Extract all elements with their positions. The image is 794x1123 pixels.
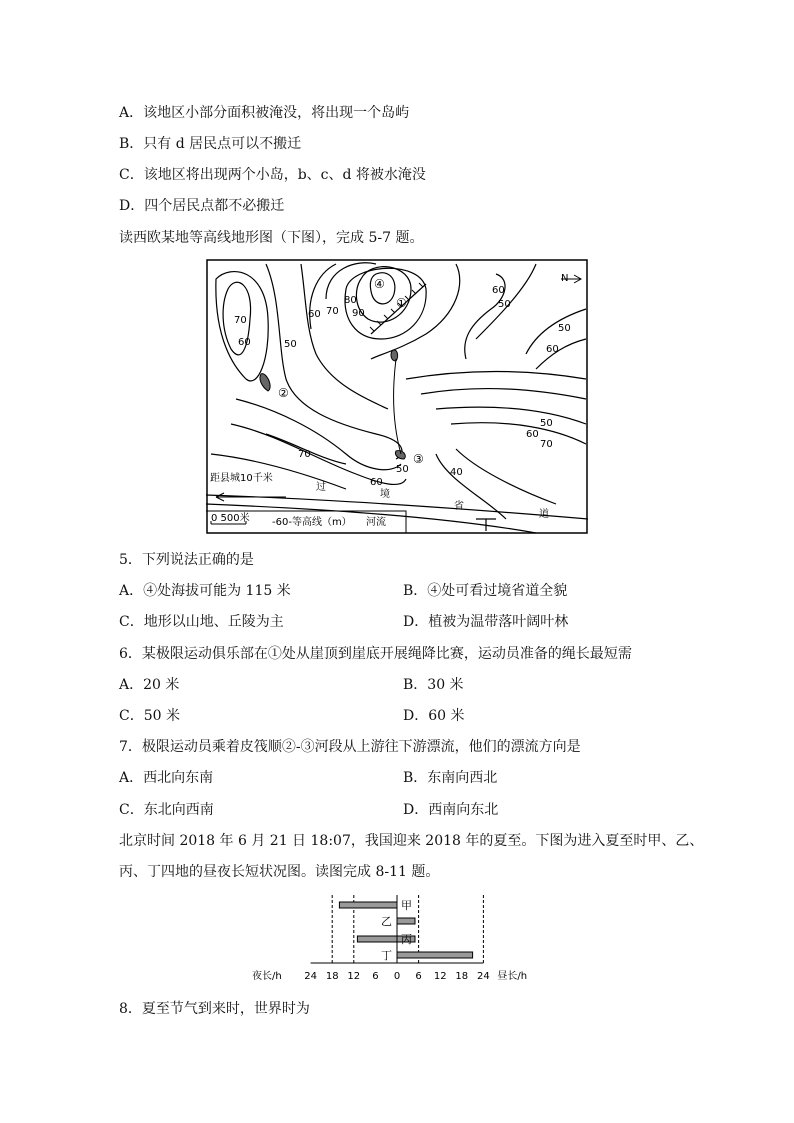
intro-5-7: 读西欧某地等高线地形图（下图），完成 5-7 题。 <box>119 230 424 246</box>
q4-option-d: D．四个居民点都不必搬迁 <box>119 198 285 214</box>
tick-label: 12 <box>433 971 447 982</box>
q5-option-c: C．地形以山地、丘陵为主 <box>119 614 284 630</box>
q5-option-a: A．④处海拔可能为 115 米 <box>119 583 291 599</box>
day-bar <box>397 952 473 958</box>
q7-option-a: A．西北向东南 <box>119 770 214 786</box>
day-bar <box>397 918 415 924</box>
q6-option-b: B．30 米 <box>403 677 464 693</box>
tick-label: 24 <box>477 971 490 982</box>
x-label-day: 昼长/h <box>497 971 528 982</box>
q7-stem: 7．极限运动员乘着皮筏顺②-③河段从上游往下游漂流，他们的漂流方向是 <box>119 739 581 755</box>
legend-contour: -60-等高线（m） <box>272 517 352 528</box>
tick-label: 6 <box>415 971 422 982</box>
day-night-chart <box>250 893 550 988</box>
q6-option-c: C．50 米 <box>119 708 180 724</box>
tick-label: 24 <box>304 971 317 982</box>
contour-label: 40 <box>450 467 463 478</box>
category-label: 乙 <box>381 915 392 928</box>
contour-label: 60 <box>546 344 559 355</box>
contour-label: 60 <box>526 429 539 440</box>
contour-label: 70 <box>234 315 247 326</box>
tick-label: 18 <box>325 971 339 982</box>
q6-stem: 6．某极限运动俱乐部在①处从崖顶到崖底开展绳降比赛，运动员准备的绳长最短需 <box>119 646 632 662</box>
q5-option-d: D．植被为温带落叶阔叶林 <box>403 614 569 630</box>
contour-label: 60 <box>492 285 505 296</box>
site-label-1: ① <box>396 296 407 310</box>
north-label: N <box>561 273 569 284</box>
category-label: 丁 <box>381 949 392 962</box>
contour-label: 80 <box>344 295 357 306</box>
legend-scale: 0 500米 <box>211 513 250 524</box>
to-county-label: 距县城10千米 <box>210 473 273 484</box>
contour-label: 60 <box>370 477 383 488</box>
q7-option-d: D．西南向东北 <box>403 802 499 818</box>
contour-map <box>206 259 588 534</box>
contour-label: 50 <box>558 323 571 334</box>
q8-stem: 8．夏至节气到来时，世界时为 <box>119 1001 310 1017</box>
tick-label: 0 <box>393 971 401 982</box>
q4-option-b: B．只有 d 居民点可以不搬迁 <box>119 136 302 152</box>
river-text-1: 过 <box>316 482 326 493</box>
contour-label: 50 <box>396 464 409 475</box>
x-label-night: 夜长/h <box>252 971 282 982</box>
contour-label: 70 <box>326 306 339 317</box>
river-text-2: 境 <box>380 489 390 500</box>
q4-option-c: C．该地区将出现两个小岛，b、c、d 将被水淹没 <box>119 167 426 183</box>
contour-label: 50 <box>284 339 297 350</box>
q7-option-c: C．东北向西南 <box>119 802 214 818</box>
site-label-3: ③ <box>413 452 424 466</box>
intro-8-11-line2: 丙、丁四地的昼夜长短状况图。读图完成 8-11 题。 <box>119 864 440 880</box>
q6-option-d: D．60 米 <box>403 708 465 724</box>
site-label-2: ② <box>278 386 289 400</box>
tick-label: 12 <box>347 971 361 982</box>
contour-label: 60 <box>308 309 321 320</box>
road-text-1: 省 <box>454 501 464 512</box>
contour-label: 70 <box>298 449 311 460</box>
contour-label: 60 <box>238 337 251 348</box>
q5-stem: 5．下列说法正确的是 <box>119 552 254 568</box>
contour-label: 70 <box>540 439 553 450</box>
contour-label: 90 <box>352 308 365 319</box>
site-label-4: ④ <box>374 277 385 291</box>
q5-option-b: B．④处可看过境省道全貌 <box>403 583 568 599</box>
tick-label: 6 <box>372 971 379 982</box>
road-text-2: 道 <box>539 509 549 520</box>
legend-river: 河流 <box>366 517 386 528</box>
contour-label: 50 <box>540 418 553 429</box>
q4-option-a: A．该地区小部分面积被淹没，将出现一个岛屿 <box>119 105 410 121</box>
tick-label: 18 <box>455 971 469 982</box>
category-label: 丙 <box>401 933 412 946</box>
q6-option-a: A．20 米 <box>119 677 180 693</box>
night-bar <box>339 902 397 908</box>
contour-label: 50 <box>498 299 511 310</box>
intro-8-11-line1: 北京时间 2018 年 6 月 21 日 18:07，我国迎来 2018 年的夏至。下图为进入夏至时甲、乙、 <box>119 833 704 849</box>
night-bar <box>357 936 397 942</box>
category-label: 甲 <box>401 899 412 912</box>
q7-option-b: B．东南向西北 <box>403 770 498 786</box>
